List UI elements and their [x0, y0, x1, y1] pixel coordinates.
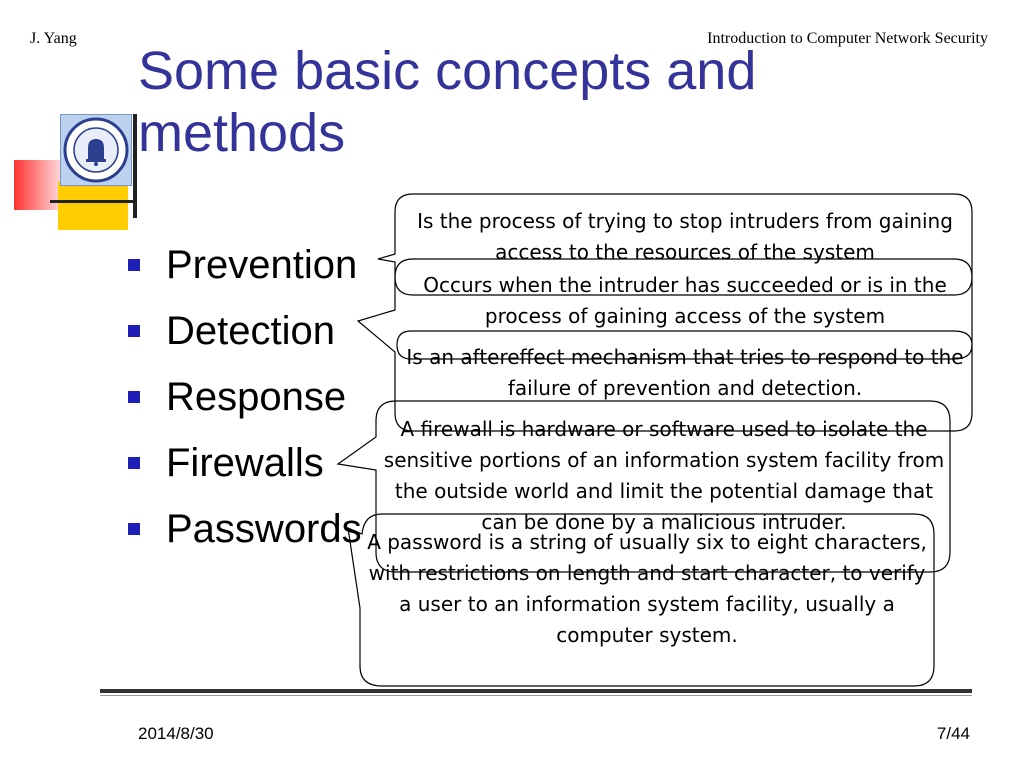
callout-detection-text: Occurs when the intruder has succeeded or is in the process of gaining access of the system [423, 273, 947, 328]
callout-detection [398, 270, 972, 332]
list-item-label: Passwords [166, 506, 362, 551]
page-number: 7/44 [936, 724, 970, 743]
callout-passwords [362, 527, 932, 651]
footer-divider [100, 689, 972, 693]
callout-passwords-text: A password is a string of usually six to eight characters, with restrictions on length and start character, to verify a user to an information system facility, usually a computer system. [367, 530, 927, 647]
list-item-label: Firewalls [166, 440, 324, 485]
header-author: J. Yang [30, 30, 77, 47]
list-item-label: Detection [166, 308, 335, 353]
callout-firewalls-text: A firewall is hardware or software used to isolate the sensitive portions of an information system facility from the outside world and limit the potential damage that can be done by a malicious intruder. [383, 417, 945, 534]
footer-divider-thin [100, 695, 972, 696]
callout-firewalls [378, 414, 950, 538]
list-item-label: Response [166, 374, 347, 419]
callout-response [398, 342, 972, 404]
footer-date: 2014/8/30 [138, 724, 214, 743]
callout-prevention-text: Is the process of trying to stop intruders from gaining access to the resources of the system [417, 209, 953, 264]
callout-prevention [398, 206, 972, 268]
header-course-title: Introduction to Computer Network Security [707, 30, 988, 47]
callout-response-text: Is an aftereffect mechanism that tries to respond to the failure of prevention and detection. [406, 345, 964, 400]
list-item-label: Prevention [166, 242, 358, 287]
slide-title-line-2: methods [138, 103, 346, 163]
slide-title-line-1: Some basic concepts and [138, 41, 757, 101]
